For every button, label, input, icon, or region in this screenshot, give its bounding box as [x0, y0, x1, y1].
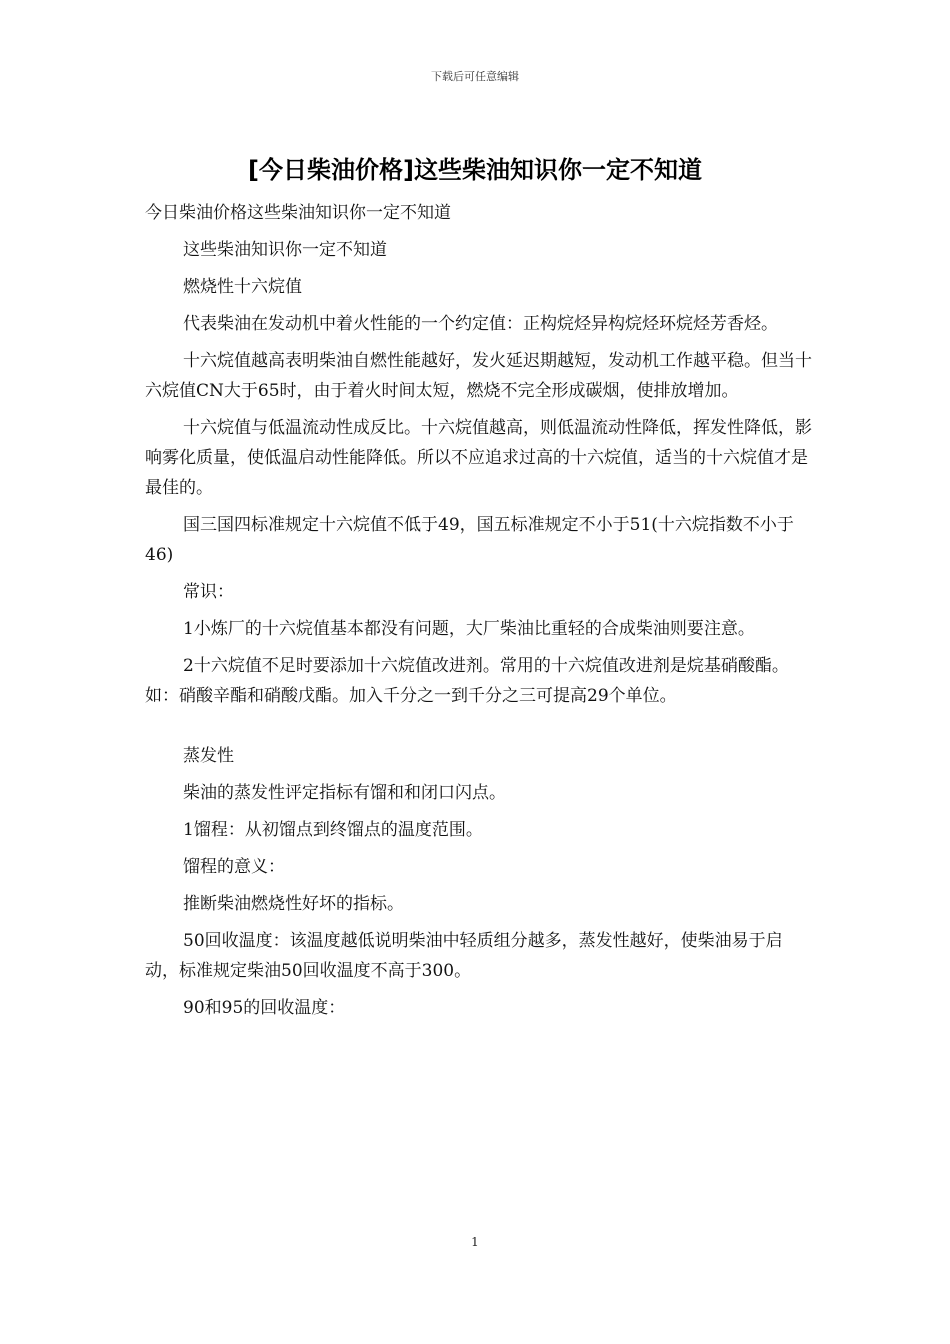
paragraph: 十六烷值与低温流动性成反比。十六烷值越高，则低温流动性降低，挥发性降低，影响雾化质量，使低温启动性能降低。所以不应追求过高的十六烷值，适当的十六烷值才是最佳的。: [145, 418, 812, 498]
paragraph: 90和95的回收温度：: [183, 998, 346, 1018]
paragraph-subtitle: 今日柴油价格这些柴油知识你一定不知道: [145, 203, 451, 223]
paragraph-heading-cetane: 燃烧性十六烷值: [183, 277, 302, 297]
paragraph: 1馏程：从初馏点到终馏点的温度范围。: [183, 820, 483, 840]
paragraph: 国三国四标准规定十六烷值不低于49，国五标准规定不小于51(十六烷指数不小于46): [145, 515, 794, 565]
paragraph: 十六烷值越高表明柴油自燃性能越好，发火延迟期越短，发动机工作越平稳。但当十六烷值CN大于65时，由于着火时间太短，燃烧不完全形成碳烟，使排放增加。: [145, 351, 812, 401]
paragraph: 代表柴油在发动机中着火性能的一个约定值：正构烷烃异构烷烃环烷烃芳香烃。: [183, 314, 778, 334]
page-number: 1: [471, 1235, 479, 1249]
paragraph: 1小炼厂的十六烷值基本都没有问题，大厂柴油比重轻的合成柴油则要注意。: [183, 619, 755, 639]
paragraph: 推断柴油燃烧性好坏的指标。: [183, 894, 404, 914]
paragraph-common-sense-heading: 常识：: [183, 582, 234, 602]
paragraph: 2十六烷值不足时要添加十六烷值改进剂。常用的十六烷值改进剂是烷基硝酸酯。如：硝酸辛酯和硝酸戊酯。加入千分之一到千分之三可提高29个单位。: [145, 656, 789, 706]
document-body: [145, 198, 815, 1030]
header-note: 下载后可任意编辑: [431, 70, 519, 83]
document-title: [今日柴油价格]这些柴油知识你一定不知道: [248, 156, 702, 184]
paragraph: 馏程的意义：: [183, 857, 285, 877]
paragraph: 柴油的蒸发性评定指标有馏和和闭口闪点。: [183, 783, 506, 803]
paragraph: 50回收温度：该温度越低说明柴油中轻质组分越多，蒸发性越好，使柴油易于启动，标准规定柴油50回收温度不高于300。: [145, 931, 783, 981]
paragraph-section-heading: 这些柴油知识你一定不知道: [183, 240, 387, 260]
paragraph-heading-volatility: 蒸发性: [183, 746, 234, 766]
